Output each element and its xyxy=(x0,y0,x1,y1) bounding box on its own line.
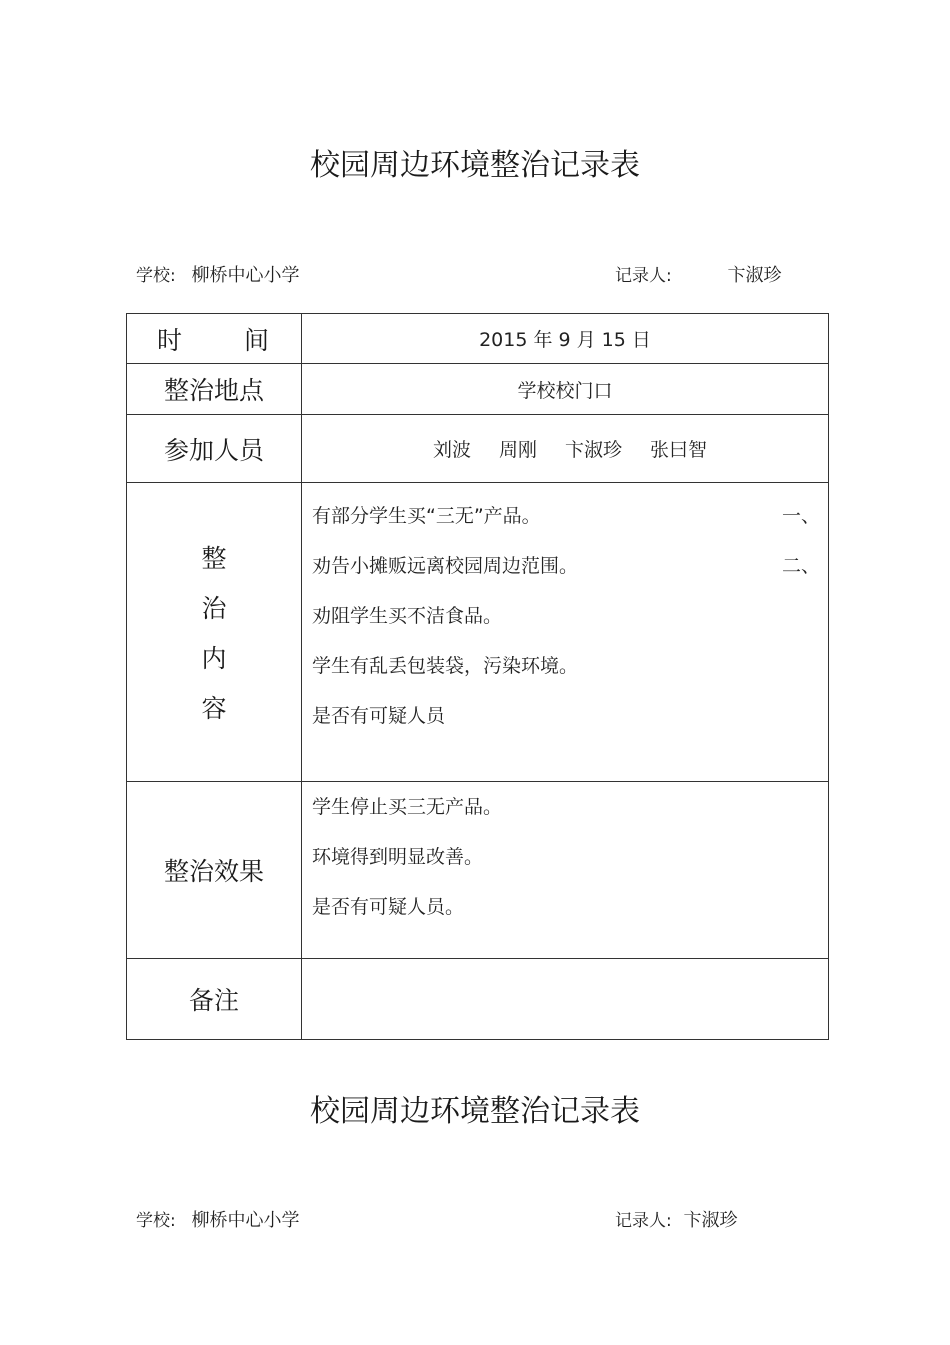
effect-cell xyxy=(302,782,829,959)
effect-line xyxy=(312,782,820,832)
content-label-char: 整 xyxy=(201,544,227,573)
recorder-value: 卞淑珍 xyxy=(727,265,782,286)
table-row-content xyxy=(127,483,829,782)
participants-label: 参加人员 xyxy=(127,415,302,483)
content-label-char: 治 xyxy=(201,594,227,623)
content-label-char: 容 xyxy=(201,694,227,723)
school-info xyxy=(136,261,299,287)
effect-text: 环境得到明显改善。 xyxy=(312,846,484,868)
recorder-label: 记录人: xyxy=(615,266,672,286)
content-text: 学生有乱丢包装袋，污染环境。 xyxy=(312,655,579,677)
time-value: 2015 年 9 月 15 日 xyxy=(302,314,829,364)
recorder-info xyxy=(615,261,781,287)
recorder-info-2 xyxy=(615,1206,737,1232)
content-line xyxy=(312,641,820,691)
school-label: 学校: xyxy=(136,266,176,286)
table-row-time xyxy=(127,314,829,364)
content-marker: 一、 xyxy=(781,505,820,527)
participant-name: 周刚 xyxy=(498,439,537,461)
time-label-a: 时 xyxy=(157,325,183,355)
effect-label: 整治效果 xyxy=(127,782,302,959)
school-info-2 xyxy=(136,1206,299,1232)
location-value: 学校校门口 xyxy=(302,364,829,415)
remarks-label: 备注 xyxy=(127,959,302,1040)
table-row-remarks xyxy=(127,959,829,1040)
content-text: 劝告小摊贩远离校园周边范围。 xyxy=(312,555,579,577)
time-label-b: 间 xyxy=(243,325,269,355)
participant-name: 卞淑珍 xyxy=(565,439,623,461)
effect-text: 是否有可疑人员。 xyxy=(312,896,465,918)
recorder-value: 卞淑珍 xyxy=(683,1210,738,1231)
content-label-char: 内 xyxy=(201,644,227,673)
time-label-cell xyxy=(127,314,302,364)
content-marker: 二、 xyxy=(781,555,820,577)
content-cell xyxy=(302,483,829,782)
table-row-participants xyxy=(127,415,829,483)
participant-name: 张曰智 xyxy=(650,439,708,461)
content-line xyxy=(312,591,820,641)
effect-line xyxy=(312,832,820,882)
recorder-label: 记录人: xyxy=(615,1211,672,1231)
content-label-cell xyxy=(127,483,302,782)
participants-cell xyxy=(302,415,829,483)
location-label: 整治地点 xyxy=(127,364,302,415)
table-row-effect xyxy=(127,782,829,959)
content-line xyxy=(312,541,820,591)
page-title: 校园周边环境整治记录表 xyxy=(310,148,640,183)
content-text: 是否有可疑人员 xyxy=(312,705,446,727)
effect-line xyxy=(312,882,820,932)
table-row-location xyxy=(127,364,829,415)
effect-text: 学生停止买三无产品。 xyxy=(312,796,503,818)
school-value: 柳桥中心小学 xyxy=(191,265,300,286)
remarks-value xyxy=(302,959,829,1040)
content-text: 有部分学生买“三无”产品。 xyxy=(312,505,541,527)
content-text: 劝阻学生买不洁食品。 xyxy=(312,605,503,627)
school-label: 学校: xyxy=(136,1211,176,1231)
record-table xyxy=(126,313,829,1040)
school-value: 柳桥中心小学 xyxy=(191,1210,300,1231)
content-line xyxy=(312,491,820,541)
page-title-2: 校园周边环境整治记录表 xyxy=(310,1094,640,1129)
content-line xyxy=(312,691,820,741)
participant-name: 刘波 xyxy=(432,439,471,461)
